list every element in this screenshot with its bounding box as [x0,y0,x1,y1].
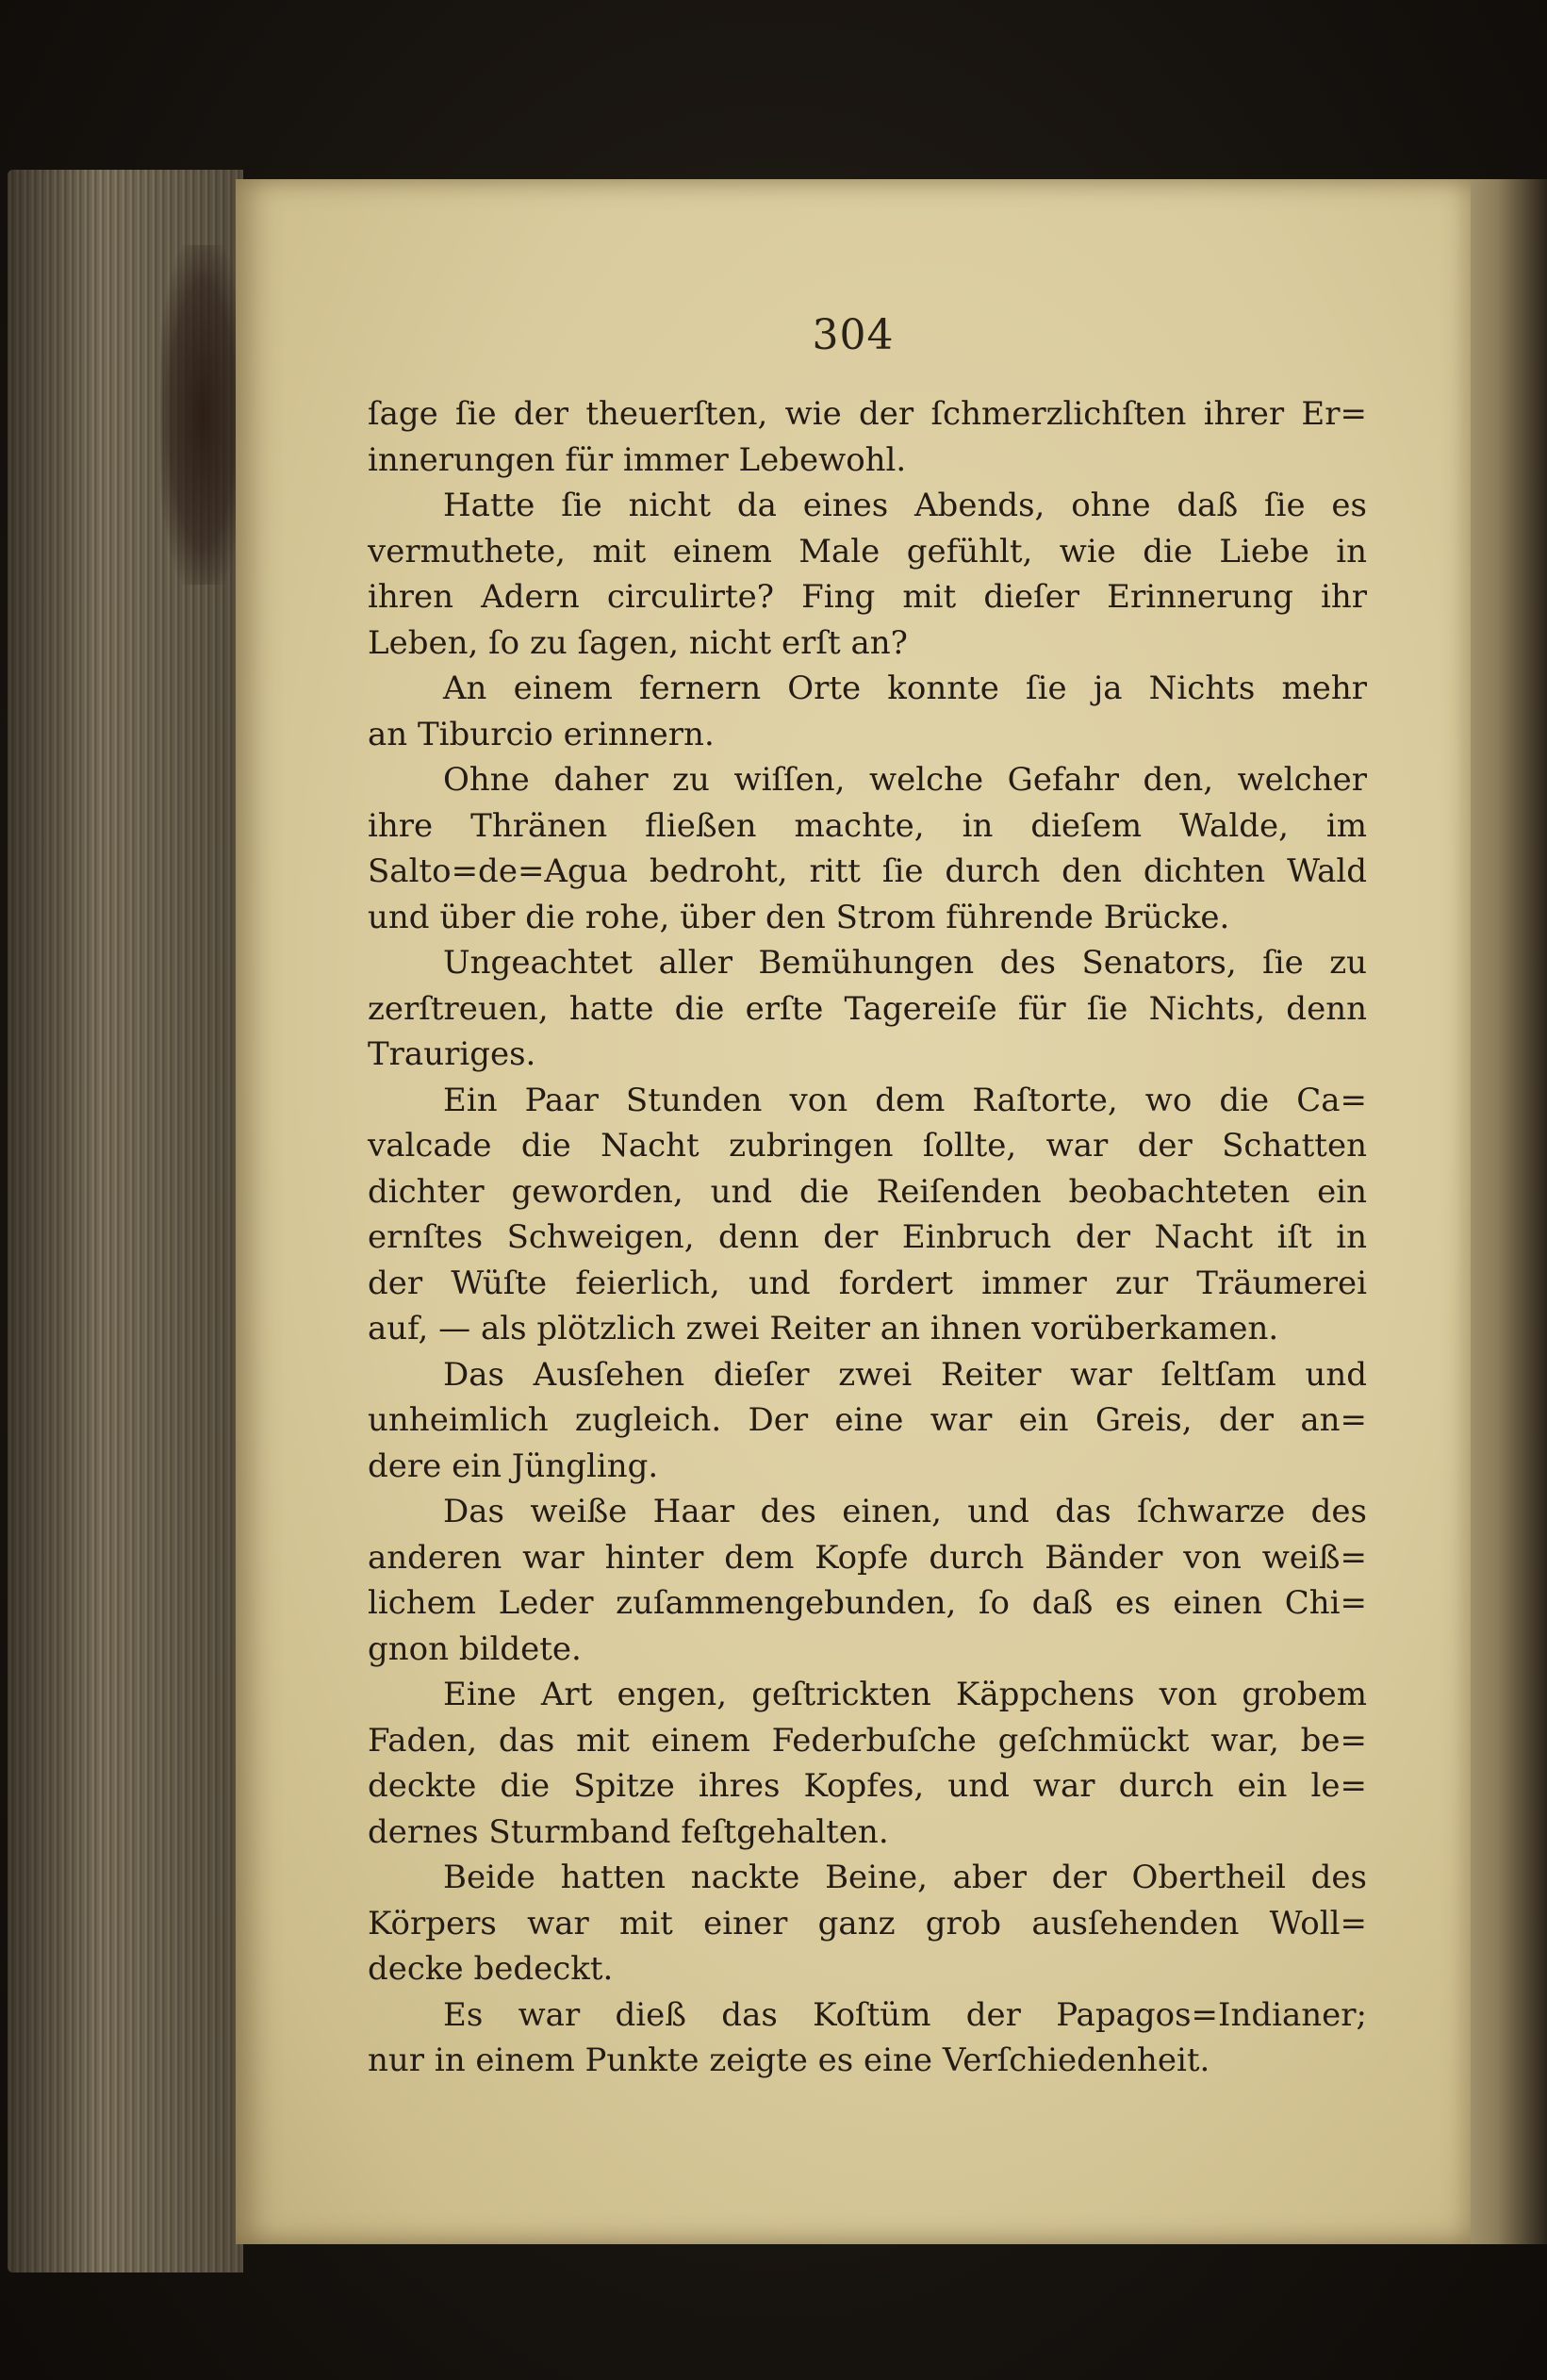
text-line: An einem fernern Orte konnte ſie ja Nichts mehr [443,669,1367,707]
text-line: ihre Thränen fließen machte, in dieſem Walde, im [368,806,1367,845]
text-line: Es war dieß das Koſtüm der Papagos=Indianer; [443,1995,1367,2034]
text-line: dichter geworden, und die Reiſenden beobachteten ein [368,1172,1367,1211]
page-text [368,391,1367,2084]
text-line: auf, — als plötzlich zwei Reiter an ihnen vorüberkamen. [368,1310,1279,1347]
text-line: lichem Leder zuſammengebunden, ſo daß es einen Chi= [368,1584,1367,1622]
paragraph [368,1352,1367,1490]
text-line: nur in einem Punkte zeigte es eine Verſchiedenheit. [368,2041,1210,2079]
paragraph [368,1672,1367,1855]
text-line: und über die rohe, über den Strom führende Brücke. [368,898,1230,936]
text-line: vermuthete, mit einem Male gefühlt, wie die Liebe in [368,532,1367,570]
text-line: decke bedeckt. [368,1950,614,1988]
text-line: Eine Art engen, geſtrickten Käppchens von grobem [443,1676,1367,1713]
text-line: der Wüſte feierlich, und fordert immer zur Träumerei [368,1264,1367,1302]
text-line: gnon bildete. [368,1629,582,1668]
paragraph [368,1992,1367,2084]
book-page [236,179,1471,2244]
text-line: Ein Paar Stunden von dem Raſtorte, wo die Ca= [443,1081,1367,1119]
text-line: Ohne daher zu wiſſen, welche Gefahr den, welcher [443,761,1367,799]
text-line: deckte die Spitze ihres Kopfes, und war durch ein le= [368,1767,1367,1805]
text-line: Faden, das mit einem Federbuſche geſchmückt war, be= [368,1721,1367,1760]
text-line: Trauriges. [368,1035,536,1073]
text-line: ihren Adern circulirte? Fing mit dieſer Erinnerung ihr [368,578,1367,616]
paragraph [368,1855,1367,1992]
text-line: zerſtreuen, hatte die erſte Tagereiſe für ſie Nichts, denn [368,989,1367,1028]
paragraph [368,483,1367,666]
paragraph [368,1078,1367,1352]
text-line: ernſtes Schweigen, denn der Einbruch der Nacht iſt in [368,1218,1367,1256]
edge-stain [160,245,245,585]
text-line: Leben, ſo zu ſagen, nicht erſt an? [368,623,908,662]
text-line: dernes Sturmband feſtgehalten. [368,1812,889,1851]
text-line: Das Ausſehen dieſer zwei Reiter war ſeltſam und [443,1355,1367,1394]
text-line: unheimlich zugleich. Der eine war ein Greis, der an= [368,1401,1367,1439]
text-line: Ungeachtet aller Bemühungen des Senators, ſie zu [443,944,1367,982]
text-line: Körpers war mit einer ganz grob ausſehenden Woll= [368,1904,1367,1942]
text-line: anderen war hinter dem Kopfe durch Bänder von weiß= [368,1538,1367,1577]
paragraph [368,391,1367,483]
text-line: ſage ſie der theuerſten, wie der ſchmerzlichſten ihrer Er= [368,395,1367,433]
text-line: innerungen für immer Lebewohl. [368,440,907,479]
paragraph [368,757,1367,940]
text-line: an Tiburcio erinnern. [368,715,715,753]
page-number: 304 [812,311,895,359]
paragraph [368,940,1367,1078]
text-line: Salto=de=Agua bedroht, ritt ſie durch den dichten Wald [368,852,1367,890]
paragraph [368,666,1367,757]
text-line: Hatte ſie nicht da eines Abends, ohne daß ſie es [443,487,1367,524]
text-line: Das weiße Haar des einen, und das ſchwarze des [443,1493,1367,1530]
text-line: dere ein Jüngling. [368,1446,659,1485]
text-line: Beide hatten nackte Beine, aber der Obertheil des [443,1859,1367,1896]
paragraph [368,1489,1367,1672]
text-line: valcade die Nacht zubringen ſollte, war der Schatten [368,1127,1367,1165]
